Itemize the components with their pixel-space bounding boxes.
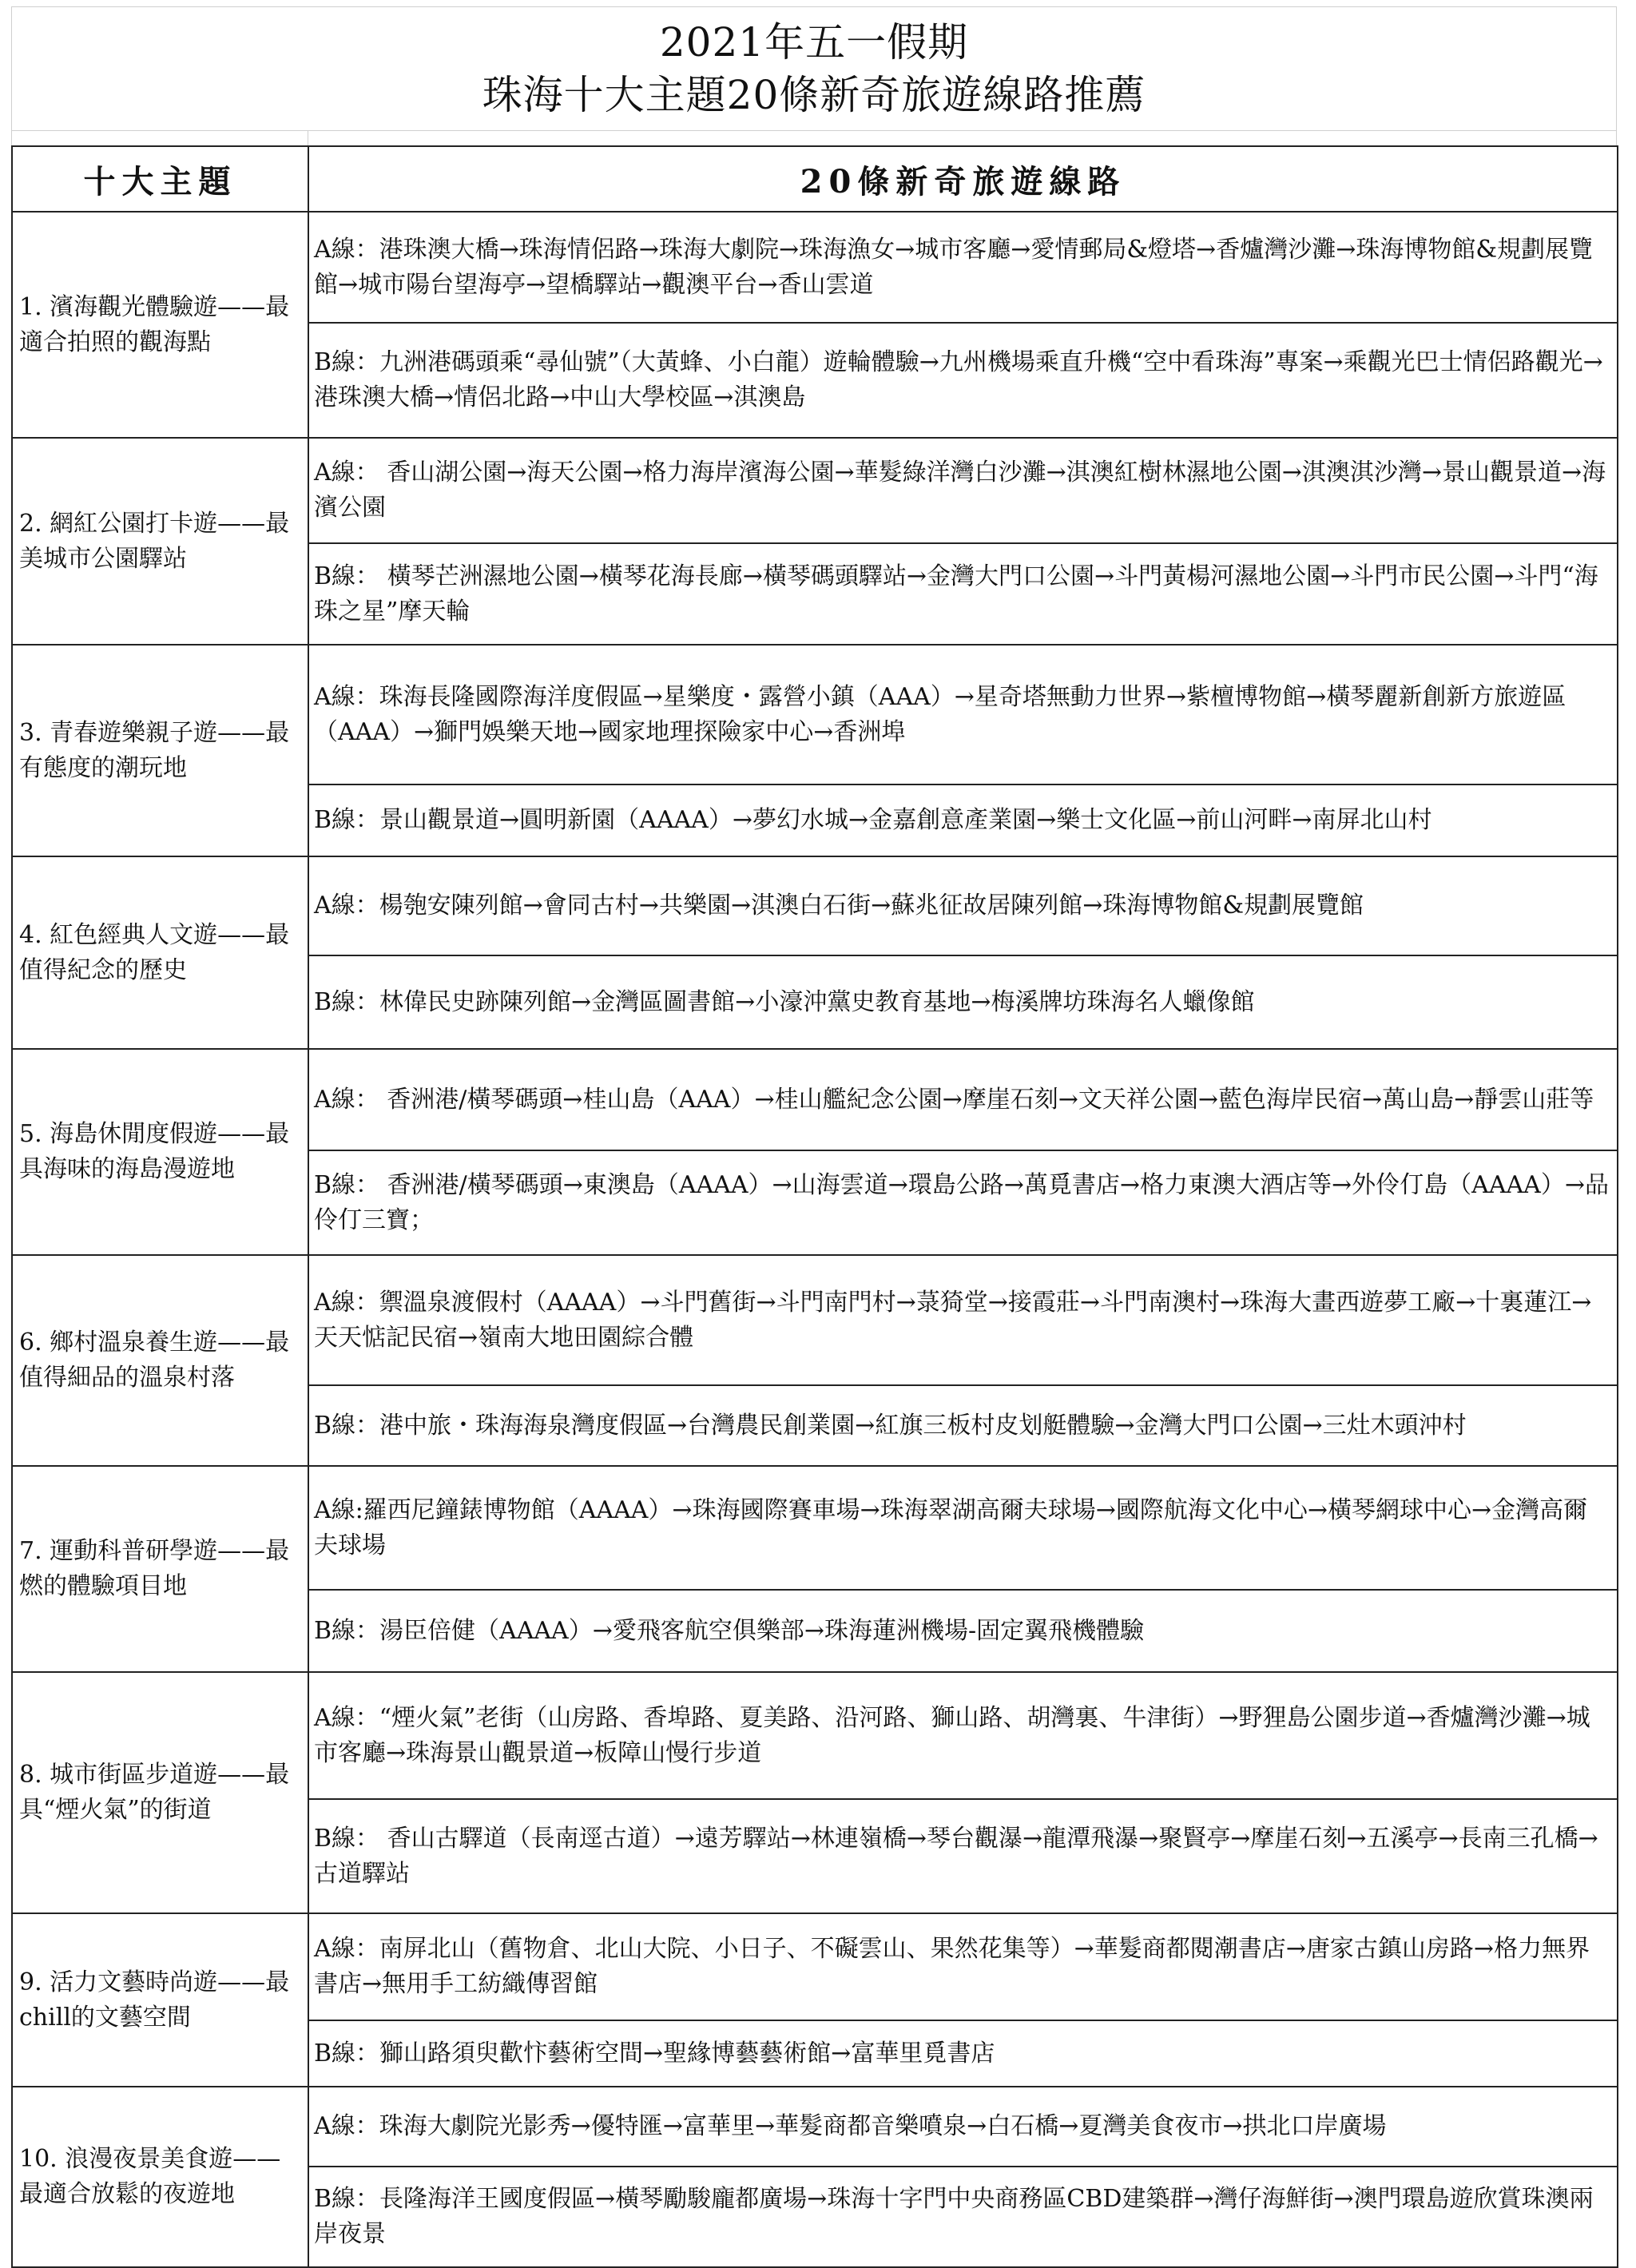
table-row xyxy=(12,1049,1618,1150)
theme-cell: 7. 運動科普研學遊——最燃的體驗項目地 xyxy=(12,1466,308,1672)
table-row xyxy=(12,2087,1618,2167)
theme-cell: 5. 海島休閒度假遊——最具海味的海島漫遊地 xyxy=(12,1049,308,1255)
theme-cell: 10. 浪漫夜景美食遊——最適合放鬆的夜遊地 xyxy=(12,2087,308,2267)
title-line-2: 珠海十大主題20條新奇旅遊線路推薦 xyxy=(482,72,1146,118)
route-a: A線： 香山湖公園→海天公園→格力海岸濱海公園→華髮綠洋灣白沙灘→淇澳紅樹林濕地公園→淇澳淇沙灣→景山觀景道→海濱公園 xyxy=(308,438,1618,543)
theme-cell: 1. 濱海觀光體驗遊——最適合拍照的觀海點 xyxy=(12,212,308,438)
route-a: A線：珠海大劇院光影秀→優特匯→富華里→華髮商都音樂噴泉→白石橋→夏灣美食夜市→拱北口岸廣場 xyxy=(308,2087,1618,2167)
route-b: B線：港中旅・珠海海泉灣度假區→台灣農民創業園→紅旗三板村皮划艇體驗→金灣大門口公園→三灶木頭沖村 xyxy=(308,1385,1618,1466)
route-a: A線：禦溫泉渡假村（AAAA）→斗門舊街→斗門南門村→菉猗堂→接霞莊→斗門南澳村→珠海大畫西遊夢工廠→十裏蓮江→天天惦記民宿→嶺南大地田園綜合體 xyxy=(308,1255,1618,1385)
route-a: A線： 香洲港/橫琴碼頭→桂山島（AAA）→桂山艦紀念公園→摩崖石刻→文天祥公園→藍色海岸民宿→萬山島→靜雲山莊等 xyxy=(308,1049,1618,1150)
route-a: A線:羅西尼鐘錶博物館（AAAA）→珠海國際賽車場→珠海翠湖高爾夫球場→國際航海文化中心→橫琴網球中心→金灣高爾夫球場 xyxy=(308,1466,1618,1590)
routes-table xyxy=(11,145,1618,2268)
route-b: B線：長隆海洋王國度假區→橫琴勵駿龐都廣場→珠海十字門中央商務區CBD建築群→灣仔海鮮街→澳門環島遊欣賞珠澳兩岸夜景 xyxy=(308,2167,1618,2267)
route-b: B線：湯臣倍健（AAAA）→愛飛客航空俱樂部→珠海蓮洲機場-固定翼飛機體驗 xyxy=(308,1590,1618,1672)
table-row xyxy=(12,856,1618,955)
poster-sheet xyxy=(11,6,1617,2268)
header-routes: 20條新奇旅遊線路 xyxy=(308,146,1618,212)
header-theme: 十大主題 xyxy=(12,146,308,212)
theme-cell: 3. 青春遊樂親子遊——最有態度的潮玩地 xyxy=(12,645,308,856)
table-row xyxy=(12,212,1618,323)
route-a: A線：港珠澳大橋→珠海情侶路→珠海大劇院→珠海漁女→城市客廳→愛情郵局&燈塔→香爐灣沙灘→珠海博物館&規劃展覽館→城市陽台望海亭→望橋驛站→觀澳平台→香山雲道 xyxy=(308,212,1618,323)
table-row xyxy=(12,1913,1618,2020)
table-row xyxy=(12,1672,1618,1799)
table-row xyxy=(12,645,1618,784)
route-a: A線：珠海長隆國際海洋度假區→星樂度・露營小鎮（AAA）→星奇塔無動力世界→紫檀博物館→橫琴麗新創新方旅遊區（AAA）→獅門娛樂天地→國家地理探險家中心→香洲埠 xyxy=(308,645,1618,784)
theme-cell: 2. 網紅公園打卡遊——最美城市公園驛站 xyxy=(12,438,308,645)
route-b: B線： 香洲港/橫琴碼頭→東澳島（AAAA）→山海雲道→環島公路→萬覓書店→格力東澳大酒店等→外伶仃島（AAAA）→品伶仃三寶； xyxy=(308,1150,1618,1255)
route-b: B線： 香山古驛道（長南逕古道）→遠芳驛站→林連嶺橋→琴台觀瀑→龍潭飛瀑→聚賢亭→摩崖石刻→五溪亭→長南三孔橋→古道驛站 xyxy=(308,1799,1618,1913)
route-b: B線：景山觀景道→圓明新園（AAAA）→夢幻水城→金嘉創意產業園→樂士文化區→前山河畔→南屏北山村 xyxy=(308,784,1618,856)
header-row xyxy=(12,146,1618,212)
route-b: B線： 橫琴芒洲濕地公園→橫琴花海長廊→橫琴碼頭驛站→金灣大門口公園→斗門黃楊河濕地公園→斗門市民公園→斗門“海珠之星”摩天輪 xyxy=(308,543,1618,645)
spacer-row xyxy=(11,130,1617,145)
table-row xyxy=(12,438,1618,543)
table-row xyxy=(12,1255,1618,1385)
route-b: B線：獅山路須臾歡忭藝術空間→聖緣博藝藝術館→富華里覓書店 xyxy=(308,2020,1618,2087)
title-line-1: 2021年五一假期 xyxy=(659,19,969,66)
route-a: A線：楊匏安陳列館→會同古村→共樂園→淇澳白石街→蘇兆征故居陳列館→珠海博物館&規劃展覽館 xyxy=(308,856,1618,955)
title-block xyxy=(11,6,1617,130)
theme-cell: 9. 活力文藝時尚遊——最chill的文藝空間 xyxy=(12,1913,308,2087)
table-row xyxy=(12,1466,1618,1590)
route-b: B線：林偉民史跡陳列館→金灣區圖書館→小濠沖黨史教育基地→梅溪牌坊珠海名人蠟像館 xyxy=(308,955,1618,1049)
theme-cell: 4. 紅色經典人文遊——最值得紀念的歷史 xyxy=(12,856,308,1049)
route-a: A線：南屏北山（舊物倉、北山大院、小日子、不礙雲山、果然花集等）→華髮商都閱潮書店→唐家古鎮山房路→格力無界書店→無用手工紡織傳習館 xyxy=(308,1913,1618,2020)
theme-cell: 6. 鄉村溫泉養生遊——最值得細品的溫泉村落 xyxy=(12,1255,308,1466)
route-a: A線：“煙火氣”老街（山房路、香埠路、夏美路、沿河路、獅山路、胡灣裏、牛津街）→野狸島公園步道→香爐灣沙灘→城市客廳→珠海景山觀景道→板障山慢行步道 xyxy=(308,1672,1618,1799)
route-b: B線：九洲港碼頭乘“尋仙號”（大黃蜂、小白龍）遊輪體驗→九州機場乘直升機“空中看珠海”專案→乘觀光巴士情侶路觀光→港珠澳大橋→情侶北路→中山大學校區→淇澳島 xyxy=(308,323,1618,438)
theme-cell: 8. 城市街區步道遊——最具“煙火氣”的街道 xyxy=(12,1672,308,1913)
